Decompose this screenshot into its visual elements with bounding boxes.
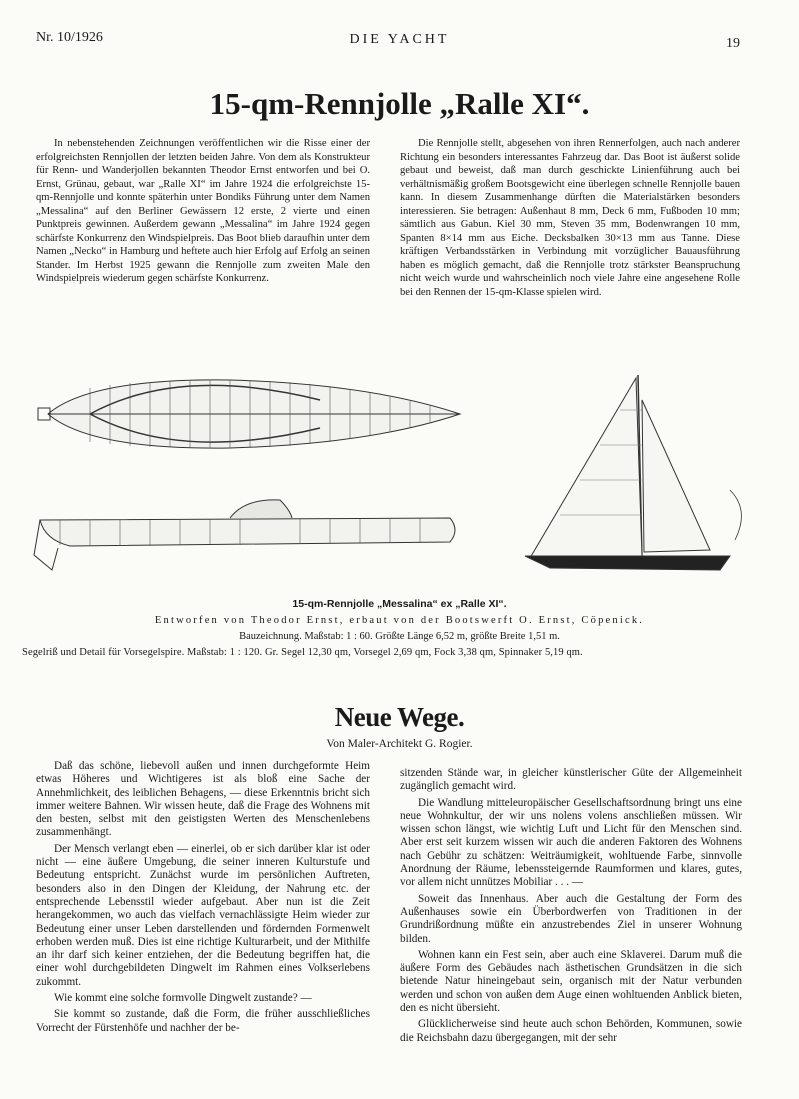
figure-caption-construction: Bauzeichnung. Maßstab: 1 : 60. Größte Länge 6,52 m, größte Breite 1,51 m. [239,631,560,642]
boat-drawing-figure [30,370,770,595]
magazine-title: DIE YACHT [349,32,450,47]
article-byline: Von Maler-Architekt G. Rogier. [326,738,473,750]
figure-caption-title: 15-qm-Rennjolle „Messalina“ ex „Ralle XI“. [292,598,507,610]
article-column-right [400,137,740,299]
paragraph: Sie kommt so zustande, daß die Form, die früher ausschließliches Vorrecht der Fürstenhöfe und nachher der be- [36,1008,370,1034]
hull-profile-view [34,500,455,570]
sail-plan [525,375,741,570]
page-number: 19 [726,36,740,51]
figure-caption-sail-plan: Segelriß und Detail für Vorsegelspire. Maßstab: 1 : 120. Gr. Segel 12,30 qm, Vorsegel 2,69 qm, Fock 3,38 qm, Spinnaker 5,19 qm. [22,647,583,658]
paragraph: Die Wandlung mitteleuropäischer Gesellschaftsordnung bringt uns eine neue Wohnkultur, der wir uns nolens volens anschließen müssen. Wir wissen schon längst, wie wichtig Luft und Licht für den Menschen sind. Aber erst seit kurzem wissen wir auch die anderen Faktoren des Wohnens nach Gebühr zu schätzen: Weiträumigkeit, wohltuende Farbe, sinnvolle Anordnung der Räume, lebenssteigernde Raumformen und klares, gutes, vor allem nicht unnützes Mobiliar . . . — [400,796,742,889]
paragraph: Wohnen kann ein Fest sein, aber auch eine Sklaverei. Darum muß die äußere Form des Gebäudes nach ästhetischen Grundsätzen in die sich bietende Natur hineingebaut sein, organisch mit der Natur verbunden werden und schon von außen dem Auge einen wohltuenden Anblick bieten, den es nicht übersieht. [400,948,742,1015]
article-column-left [36,760,370,1038]
paragraph: In nebenstehenden Zeichnungen veröffentlichen wir die Risse einer der erfolgreichsten Rennjollen der letzten beiden Jahre. Von dem als Konstrukteur für Renn- und Wanderjollen bekannten Theodor Ernst entworfen und bei O. Ernst, Grünau, gebaut, war „Ralle XI“ im Jahre 1924 die erfolgreichste 15-qm-Rennjolle und konnte späterhin unter Bondiks Führung unter dem Namen „Messalina“ auf den Berliner Gewässern 12 erste, 2 vierte und einen Punktpreis gewinnen. Außerdem gewann „Messalina“ im Jahre 1924 gegen schärfste Konkurrenz den Windspielpreis. Das Boot blieb daraufhin unter dem Namen „Necko“ in Hamburg und heftete auch hier Erfolg auf Erfolg an seinen Stander. Im Herbst 1925 gewann die Rennjolle zum zweiten Male den Windspielpreis wiederum gegen schärfste Konkurrenz. [36,138,370,284]
article-title: 15-qm-Rennjolle „Ralle XI“. [209,86,590,121]
paragraph: Der Mensch verlangt eben — einerlei, ob er sich darüber klar ist oder nicht — eine äußere Umgebung, die seiner inneren Kulturstufe und Bedeutung entspricht. Zunächst wurde im persönlichen Auftreten, besonders also in den Dingen der Kleidung, der Nahrung etc. der entsprechende Lebensstil wieder aufgebaut. Aber nun ist die Zeit herangekommen, wo auch das vielfach vernachlässigte Heim wieder zur Bedeutung einer unser Leben darstellenden und fördernden Formenwelt erhoben werden muß. Dies ist eine richtige Kulturarbeit, und der Mithilfe an ihr darf sich keiner entziehen, der die Bedeutung begriffen hat, die einer wohl durchgebildeten Dingwelt im Rahmen eines Volkserlebens zukommt. [36,842,370,988]
figure-caption-designer: Entworfen von Theodor Ernst, erbaut von der Bootswerft O. Ernst, Cöpenick. [154,615,645,626]
paragraph: sitzenden Stände war, in gleicher künstlerischer Güte der Allgemeinheit zugänglich gemacht wird. [400,767,742,793]
paragraph: Wie kommt eine solche formvolle Dingwelt zustande? — [54,992,312,1005]
paragraph: Glücklicherweise sind heute auch schon Behörden, Kommunen, sowie die Reichsbahn dazu übergegangen, mit der sehr [400,1018,742,1044]
paragraph: Daß das schöne, liebevoll außen und innen durchgeformte Heim etwas Höheres und Wichtigeres ist als bloß eine Sache der Annehmlichkeit, des leiblichen Behagens, — diese Erkenntnis bricht sich immer weitere Bahnen. Wir wissen heute, daß die Frage des Wohnens mit den besten, selbst mit den geistigsten Werten des Menschenlebens zusammenhängt. [36,760,370,839]
hull-plan-view [38,380,460,448]
issue-number: Nr. 10/1926 [36,30,103,45]
article-column-right [400,767,742,1048]
paragraph: Soweit das Innenhaus. Aber auch die Gestaltung der Form des Außenhauses sowie ein Überbordwerfen von Traditionen in der Grundrißordnung müßte ein anzustrebendes Ziel in unserer Wohnung bilden. [400,892,742,945]
article-column-left [36,137,370,286]
article-title: Neue Wege. [334,702,465,732]
paragraph: Die Rennjolle stellt, abgesehen von ihren Rennerfolgen, auch nach anderer Richtung ein besonders interessantes Fahrzeug dar. Das Boot ist äußerst solide gebaut und beweist, daß man durch geschickte Linienführung auch bei verhältnismäßig großem Bootsgewicht eine überlegen schnelle Rennjolle bauen kann. In diesem Zusammenhange dürften die Materialstärken besonders interessieren. Sie betragen: Außenhaut 8 mm, Deck 6 mm, Fußboden 10 mm; sämtlich aus Gabun. Kiel 30 mm, Steven 35 mm, Bodenwrangen 10 mm, Spanten 8×14 mm aus Eiche. Decksbalken 30×13 mm aus Tanne. Diese kräftigen Verbandsstärken in Verbindung mit vorzüglicher Bauausführung haben es möglich gemacht, daß die Rennjolle trotz stärkster Beanspruchung nicht weich wurde und wahrscheinlich noch viele Jahre eine angesehene Rolle bei den Rennen der 15-qm-Klasse spielen wird. [400,138,740,298]
